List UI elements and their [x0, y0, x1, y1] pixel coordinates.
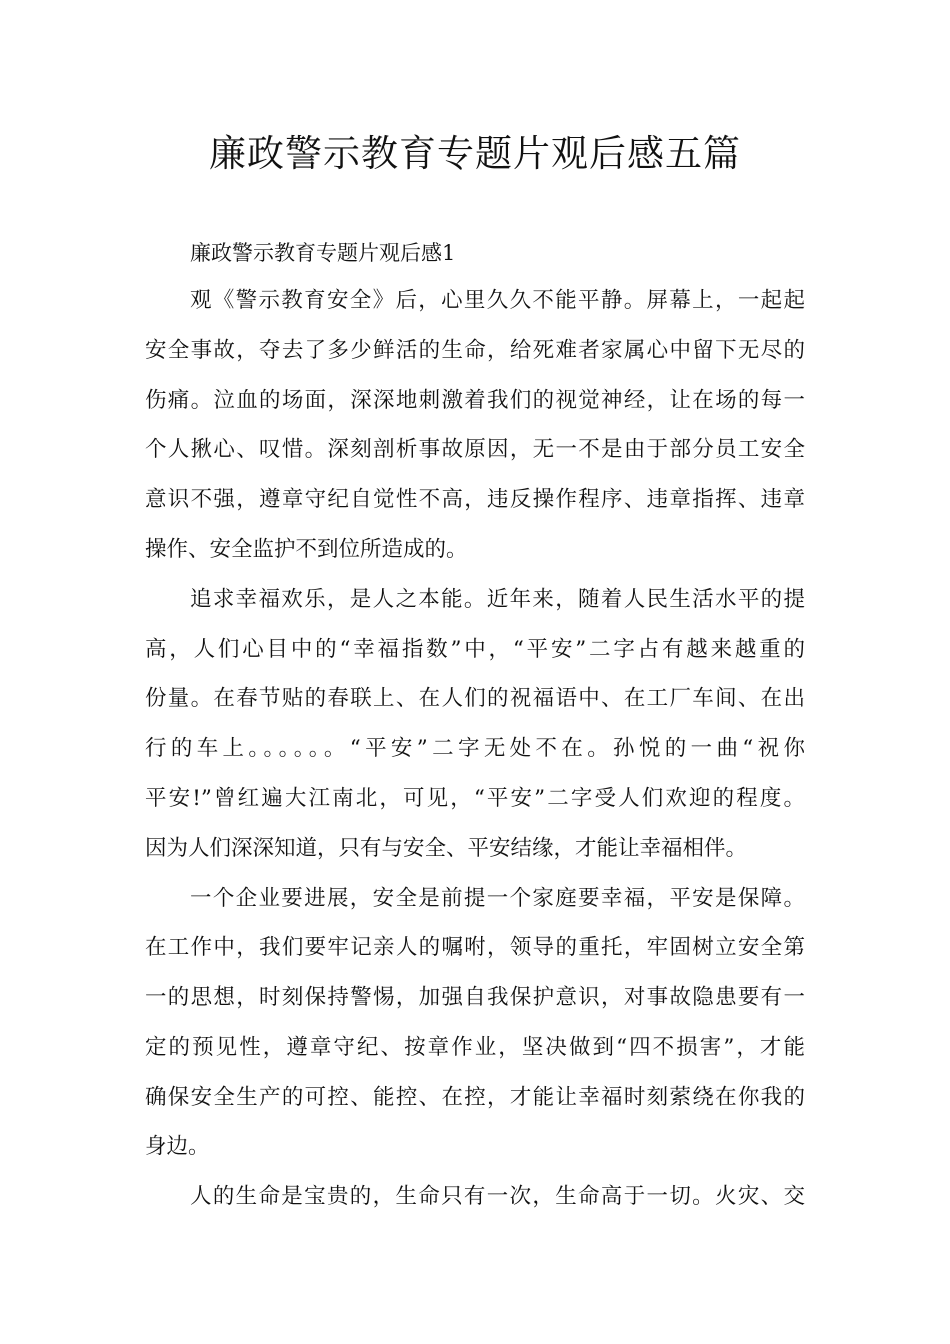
text-line: 行的车上。。。。。。“平安”二字无处不在。孙悦的一曲“祝你 — [145, 736, 805, 761]
text-line: 操作、安全监护不到位所造成的。 — [145, 537, 468, 562]
text-line: 平安!”曾红遍大江南北，可见，“平安”二字受人们欢迎的程度。 — [145, 786, 805, 811]
text-line: 人的生命是宝贵的，生命只有一次，生命高于一切。火灾、交 — [190, 1184, 805, 1209]
text-line: 一的思想，时刻保持警惕，加强自我保护意识，对事故隐患要有一 — [145, 985, 805, 1010]
document-title: 廉政警示教育专题片观后感五篇 — [209, 132, 741, 175]
text-line: 因为人们深深知道，只有与安全、平安结缘，才能让幸福相伴。 — [145, 836, 748, 861]
text-line: 观《警示教育安全》后，心里久久不能平静。屏幕上，一起起 — [190, 288, 805, 313]
section-subtitle: 廉政警示教育专题片观后感1 — [190, 241, 456, 265]
text-line: 定的预见性，遵章守纪、按章作业，坚决做到“四不损害”，才能 — [145, 1035, 805, 1060]
text-line: 份量。在春节贴的春联上、在人们的祝福语中、在工厂车间、在出 — [145, 686, 805, 711]
text-line: 个人揪心、叹惜。深刻剖析事故原因，无一不是由于部分员工安全 — [145, 437, 805, 462]
text-line: 在工作中，我们要牢记亲人的嘱咐，领导的重托，牢固树立安全第 — [145, 935, 805, 960]
text-line: 一个企业要进展，安全是前提一个家庭要幸福，平安是保障。 — [190, 886, 805, 911]
text-line: 追求幸福欢乐，是人之本能。近年来，随着人民生活水平的提 — [190, 587, 805, 612]
text-line: 身边。 — [145, 1134, 210, 1159]
text-line: 高，人们心目中的“幸福指数”中，“平安”二字占有越来越重的 — [145, 637, 805, 662]
text-line: 意识不强，遵章守纪自觉性不高，违反操作程序、违章指挥、违章 — [145, 487, 805, 512]
text-line: 伤痛。泣血的场面，深深地刺激着我们的视觉神经，让在场的每一 — [145, 388, 805, 413]
text-line: 安全事故，夺去了多少鲜活的生命，给死难者家属心中留下无尽的 — [145, 338, 805, 363]
text-line: 确保安全生产的可控、能控、在控，才能让幸福时刻萦绕在你我的 — [145, 1085, 805, 1110]
